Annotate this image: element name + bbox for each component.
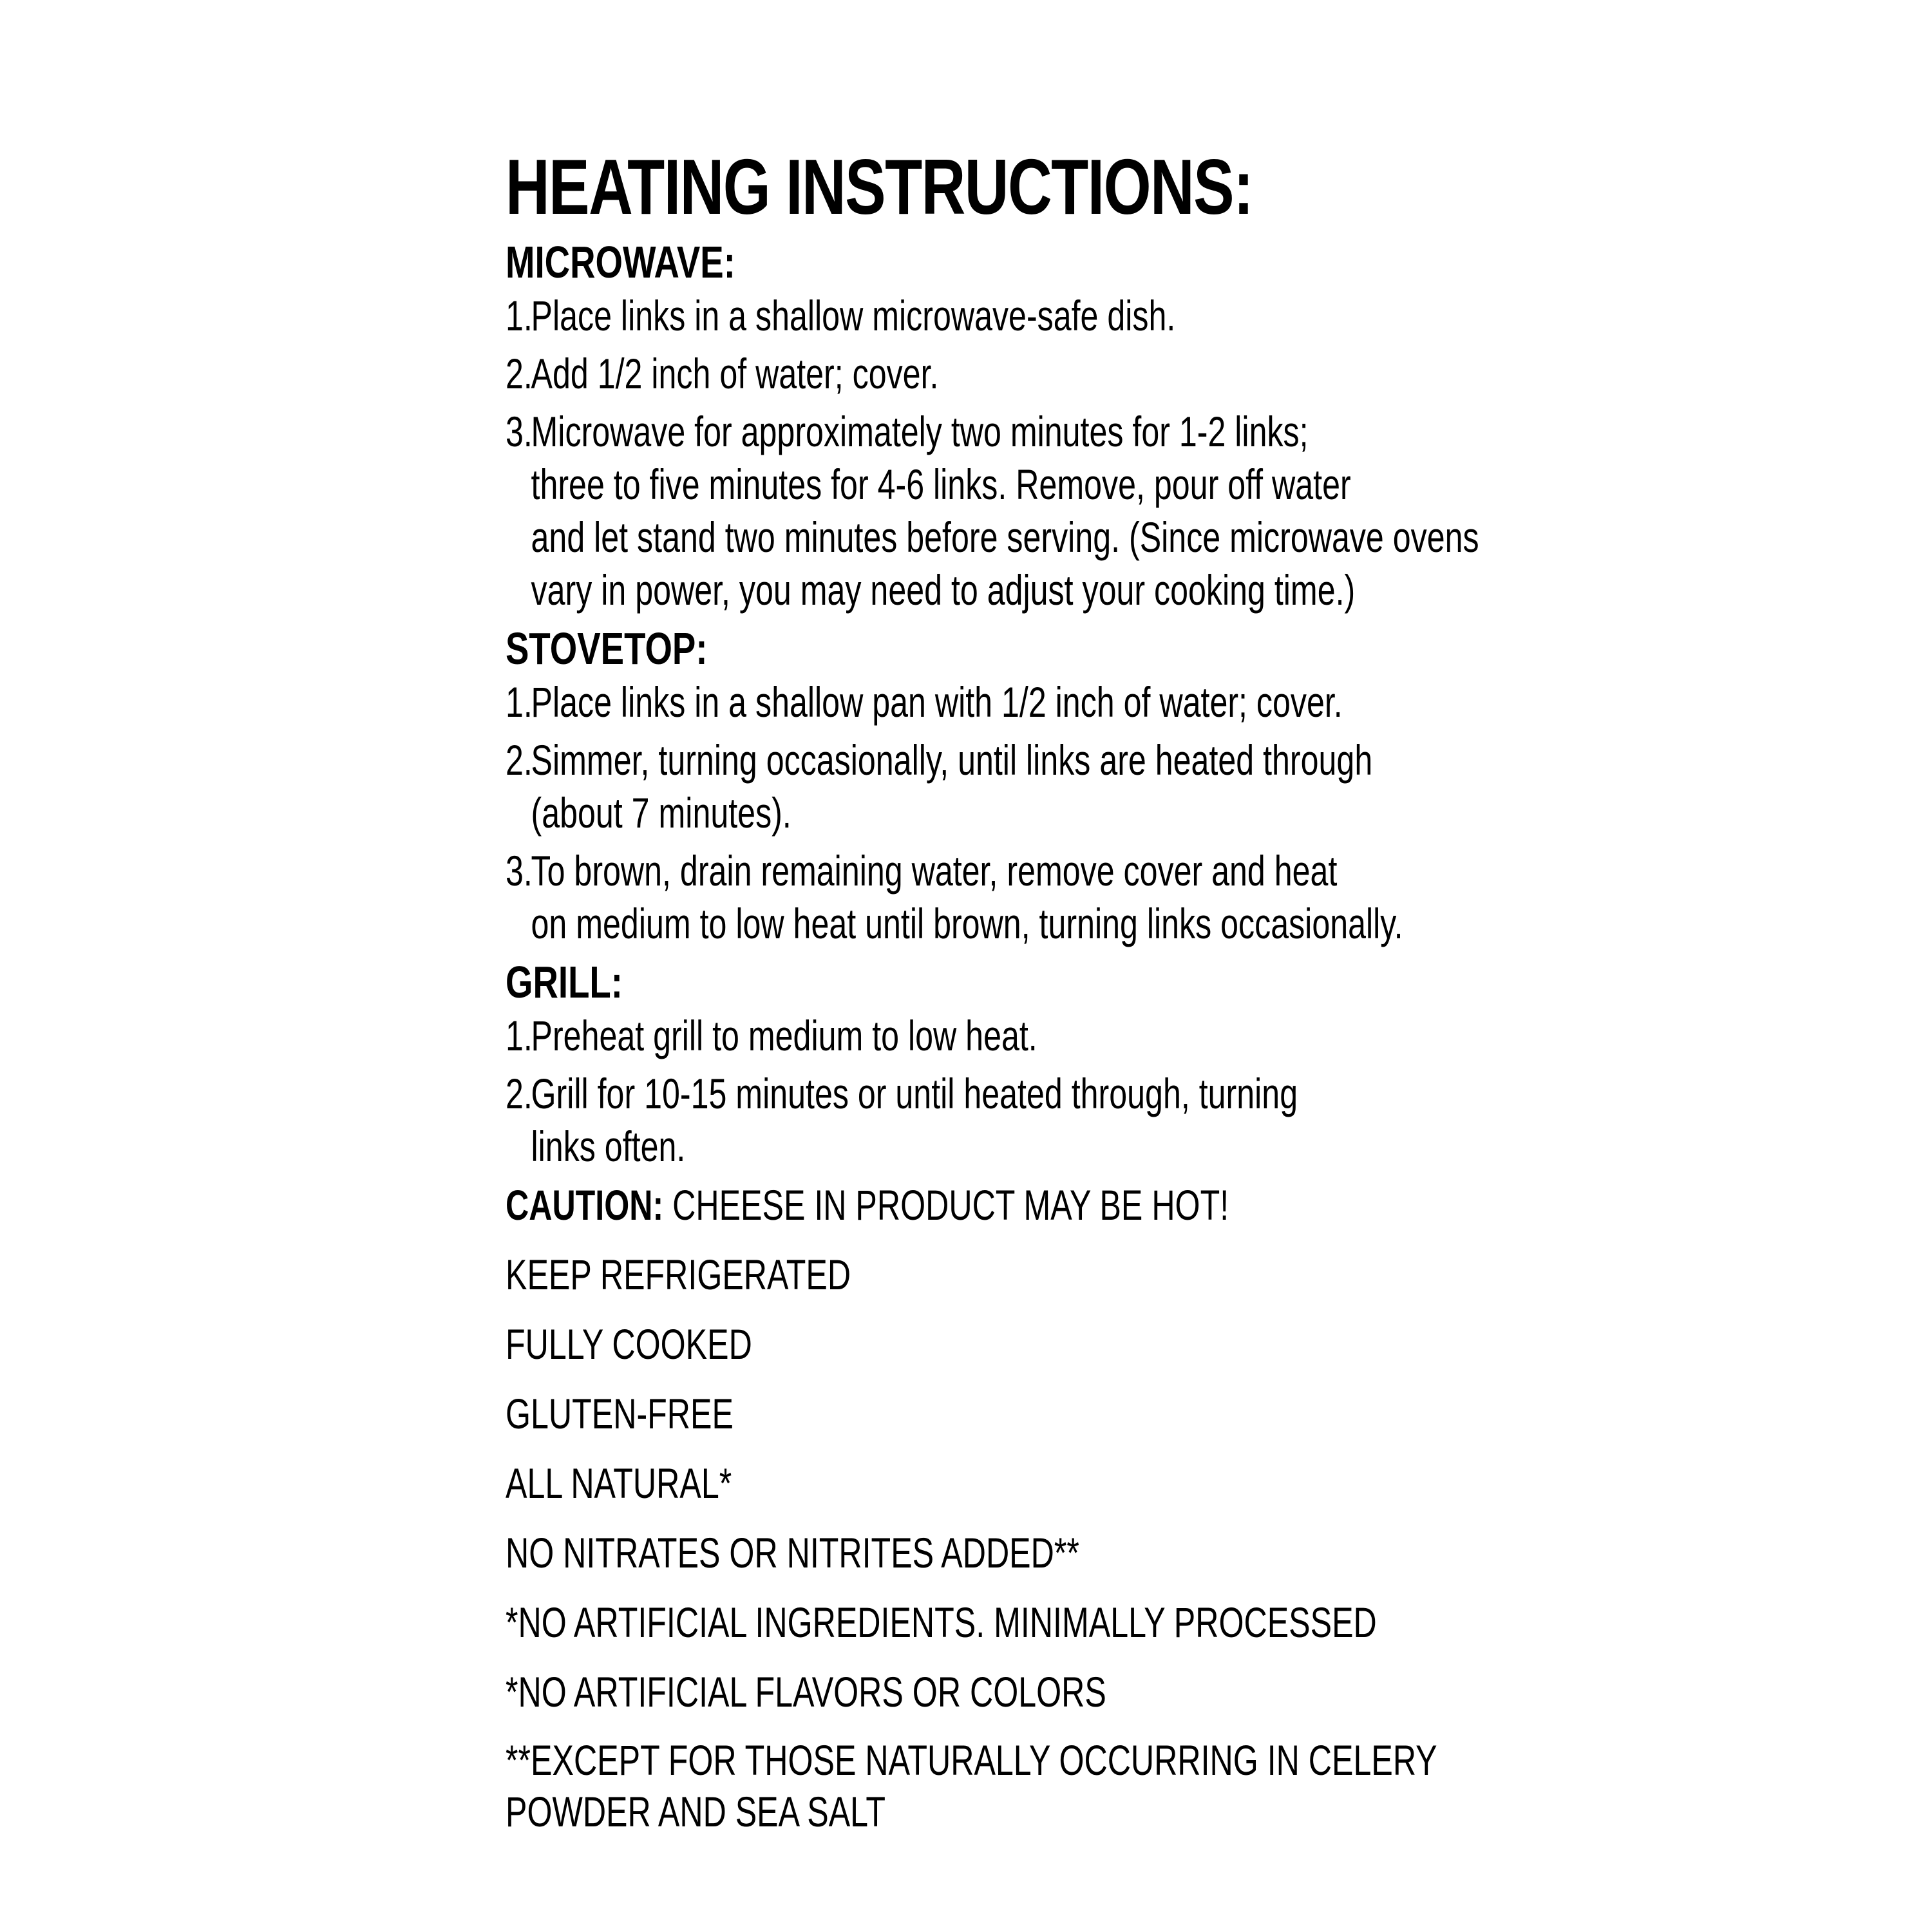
microwave-heading: MICROWAVE: — [506, 237, 735, 287]
step-number: 2. — [506, 736, 533, 784]
step-text: To brown, drain remaining water, remove cover and heat — [531, 847, 1338, 895]
step-number: 2. — [506, 350, 533, 397]
footnote-line-2: POWDER AND SEA SALT — [506, 1788, 886, 1835]
footnote — [506, 1734, 1435, 1837]
step-text-continued: (about 7 minutes). — [531, 789, 791, 837]
grill-heading: GRILL: — [506, 957, 623, 1007]
claim-keep-refrigerated: KEEP REFRIGERATED — [506, 1251, 851, 1298]
step-number: 1. — [506, 292, 533, 339]
footnote-line-1: **EXCEPT FOR THOSE NATURALLY OCCURRING IN CELERY — [506, 1736, 1437, 1784]
claim-fully-cooked: FULLY COOKED — [506, 1320, 752, 1368]
step-number: 3. — [506, 408, 533, 455]
step-text-continued: links often. — [531, 1122, 686, 1170]
stovetop-step-1 — [506, 676, 1435, 734]
stovetop-step-2 — [506, 734, 1435, 844]
step-text-continued: vary in power, you may need to adjust your cooking time.) — [531, 566, 1356, 614]
step-text-continued: on medium to low heat until brown, turning links occasionally. — [531, 900, 1403, 947]
microwave-step-1 — [506, 289, 1435, 347]
caution-label: CAUTION: — [506, 1181, 664, 1229]
step-text: Add 1/2 inch of water; cover. — [531, 350, 939, 397]
step-text: Place links in a shallow pan with 1/2 inch of water; cover. — [531, 678, 1343, 726]
step-number: 1. — [506, 1012, 533, 1059]
step-number: 1. — [506, 678, 533, 726]
step-text: Simmer, turning occasionally, until links are heated through — [531, 736, 1373, 784]
page-title: HEATING INSTRUCTIONS: — [506, 143, 1253, 231]
heating-instructions-panel — [506, 138, 1729, 1837]
caution-line — [506, 1178, 1435, 1232]
step-text-continued: three to five minutes for 4-6 links. Remove, pour off water — [531, 460, 1351, 508]
claim-gluten-free: GLUTEN-FREE — [506, 1390, 734, 1437]
stovetop-heading: STOVETOP: — [506, 623, 708, 674]
caution-text: CHEESE IN PRODUCT MAY BE HOT! — [663, 1181, 1229, 1229]
step-number: 3. — [506, 847, 533, 895]
step-text: Grill for 10-15 minutes or until heated through, turning — [531, 1070, 1298, 1117]
claim-no-artificial-ingredients: *NO ARTIFICIAL INGREDIENTS. MINIMALLY PROCESSED — [506, 1598, 1377, 1646]
step-text: Preheat grill to medium to low heat. — [531, 1012, 1037, 1059]
claim-no-artificial-flavors: *NO ARTIFICIAL FLAVORS OR COLORS — [506, 1668, 1106, 1716]
step-text-continued: and let stand two minutes before serving. (Since microwave ovens — [531, 513, 1479, 561]
stovetop-step-3 — [506, 844, 1435, 955]
step-number: 2. — [506, 1070, 533, 1117]
grill-step-2 — [506, 1067, 1435, 1178]
claim-all-natural: ALL NATURAL* — [506, 1459, 732, 1507]
microwave-step-3 — [506, 405, 1479, 621]
step-text: Microwave for approximately two minutes for 1-2 links; — [531, 408, 1309, 455]
microwave-step-2 — [506, 347, 1435, 405]
step-text: Place links in a shallow microwave-safe dish. — [531, 292, 1176, 339]
claim-no-nitrates: NO NITRATES OR NITRITES ADDED** — [506, 1529, 1079, 1577]
grill-step-1 — [506, 1009, 1435, 1067]
